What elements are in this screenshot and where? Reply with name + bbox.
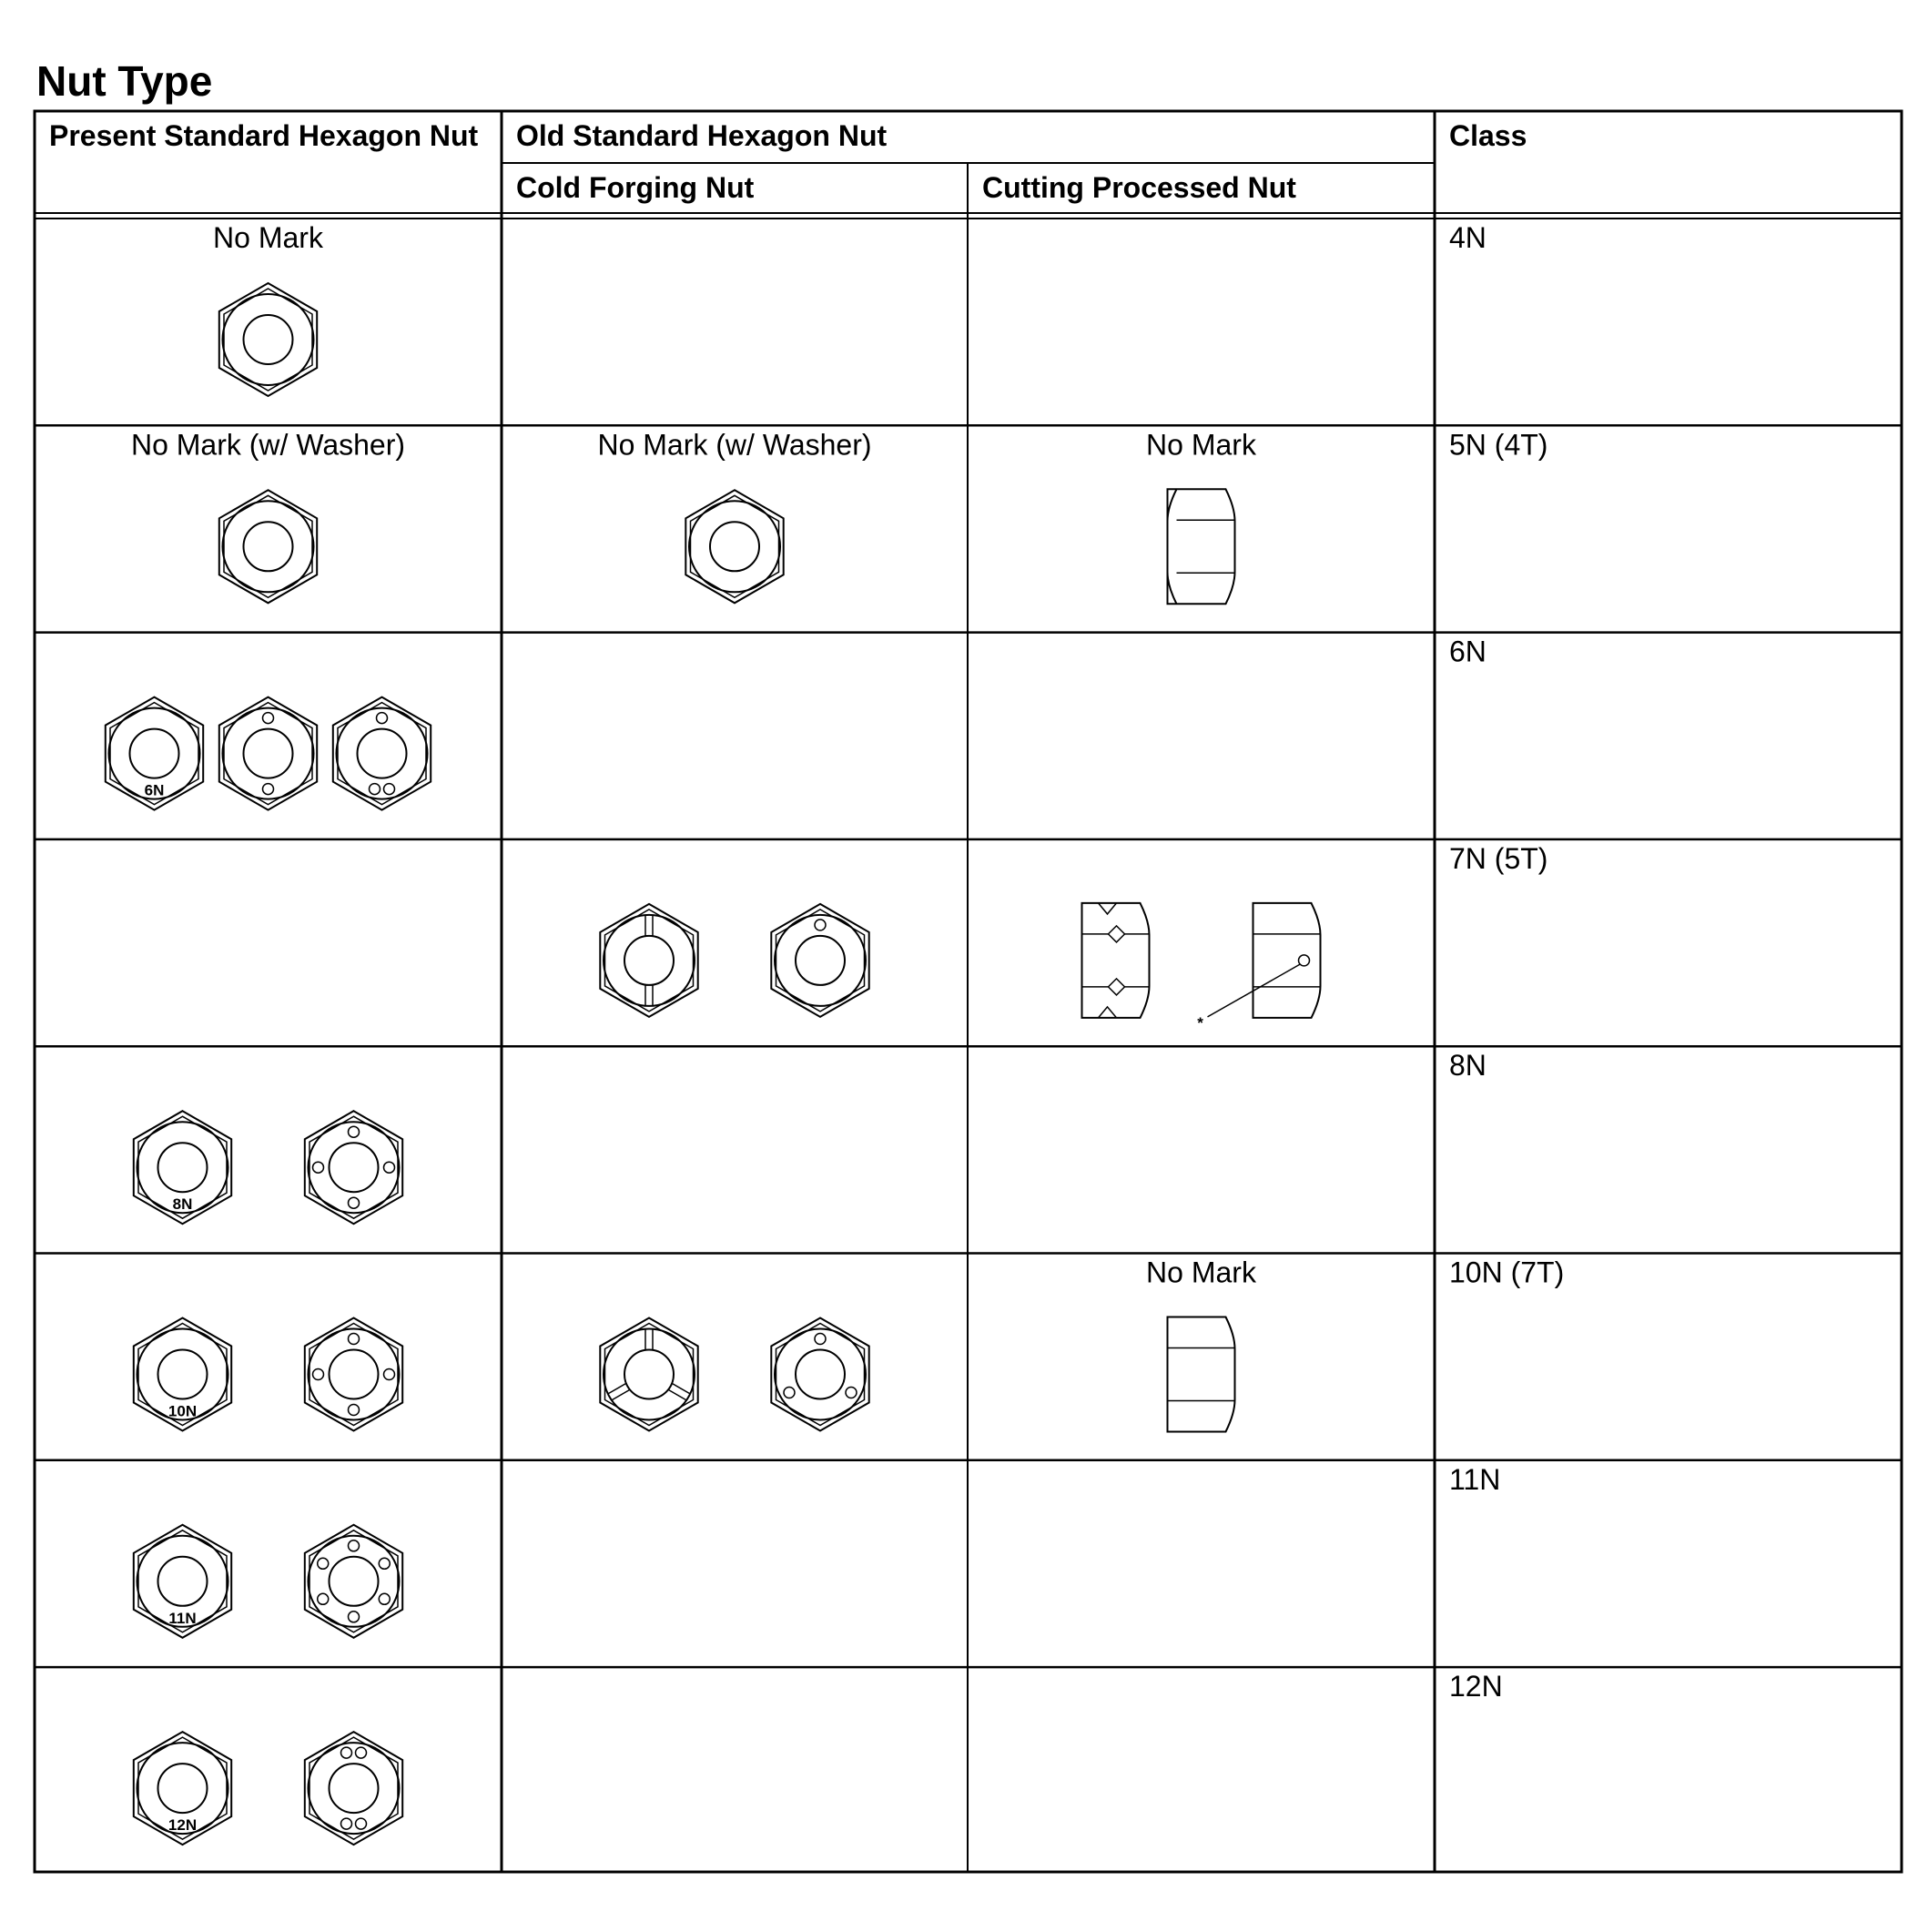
nut-icon (771, 904, 868, 1017)
present-cell (106, 697, 431, 810)
cutting-cell (1146, 1256, 1257, 1432)
nut-icon (305, 1525, 402, 1638)
header-cutting: Cutting Processed Nut (982, 171, 1296, 204)
svg-text:8N: 8N (172, 1195, 193, 1214)
present-cell (131, 428, 405, 603)
nut-icon (305, 1318, 402, 1431)
header-cold: Cold Forging Nut (516, 171, 755, 204)
nut-icon (771, 1318, 868, 1431)
page-title: Nut Type (36, 57, 213, 105)
nut-icon (600, 1318, 697, 1431)
row-1 (213, 221, 1487, 396)
svg-text:12N: 12N (167, 1816, 198, 1835)
class-value: 11N (1449, 1462, 1501, 1496)
class-value: 10N (7T) (1449, 1256, 1565, 1289)
present-cell (213, 221, 324, 396)
nut-icon (685, 490, 783, 603)
cell-label: No Mark (w/ Washer) (130, 428, 406, 462)
cutting-cell (1146, 428, 1257, 604)
nut-icon (600, 904, 697, 1017)
row-2 (131, 428, 1547, 604)
class-value: 8N (1449, 1049, 1487, 1083)
svg-text:10N: 10N (167, 1402, 198, 1420)
class-value: 6N (1449, 635, 1487, 668)
header-present: Present Standard Hexagon Nut (49, 119, 479, 152)
nut-icon (305, 1111, 402, 1224)
class-value: 4N (1449, 221, 1487, 254)
row-3 (106, 636, 1487, 810)
nut-icon (134, 1111, 231, 1224)
nut-icon (1082, 903, 1150, 1018)
class-value: 5N (4T) (1449, 428, 1548, 462)
cold-cell (600, 904, 868, 1017)
row-6 (134, 1256, 1564, 1432)
present-cell (134, 1525, 402, 1638)
nut-icon (219, 283, 317, 396)
row-8 (134, 1670, 1503, 1845)
cold-cell (597, 428, 871, 603)
nut-icon (1168, 1317, 1235, 1432)
present-cell (134, 1111, 402, 1224)
class-value: 12N (1449, 1670, 1503, 1703)
nut-icon (1197, 903, 1320, 1032)
cell-label: No Mark (213, 221, 323, 254)
cell-label: No Mark (w/ Washer) (597, 428, 872, 462)
nut-icon (219, 490, 317, 603)
nut-icon (106, 697, 203, 810)
present-cell (134, 1318, 402, 1431)
row-5 (134, 1049, 1487, 1224)
nut-icon (134, 1525, 231, 1638)
row-7 (134, 1463, 1501, 1638)
cell-label: No Mark (1146, 1256, 1256, 1289)
svg-text:*: * (1197, 1013, 1203, 1032)
svg-text:6N: 6N (144, 781, 165, 799)
nut-icon (305, 1732, 402, 1845)
cold-cell (600, 1318, 868, 1431)
header-old: Old Standard Hexagon Nut (516, 119, 888, 152)
nut-icon (219, 697, 317, 810)
cutting-cell (1082, 903, 1321, 1032)
svg-text:11N: 11N (168, 1609, 197, 1627)
nut-icon (333, 697, 431, 810)
nut-icon (134, 1732, 231, 1845)
class-value: 7N (5T) (1449, 841, 1548, 875)
cell-label: No Mark (1146, 428, 1256, 462)
present-cell (134, 1732, 402, 1845)
row-4 (600, 842, 1547, 1032)
header-class: Class (1449, 119, 1527, 152)
nut-icon (134, 1318, 231, 1431)
nut-icon (1168, 489, 1235, 604)
